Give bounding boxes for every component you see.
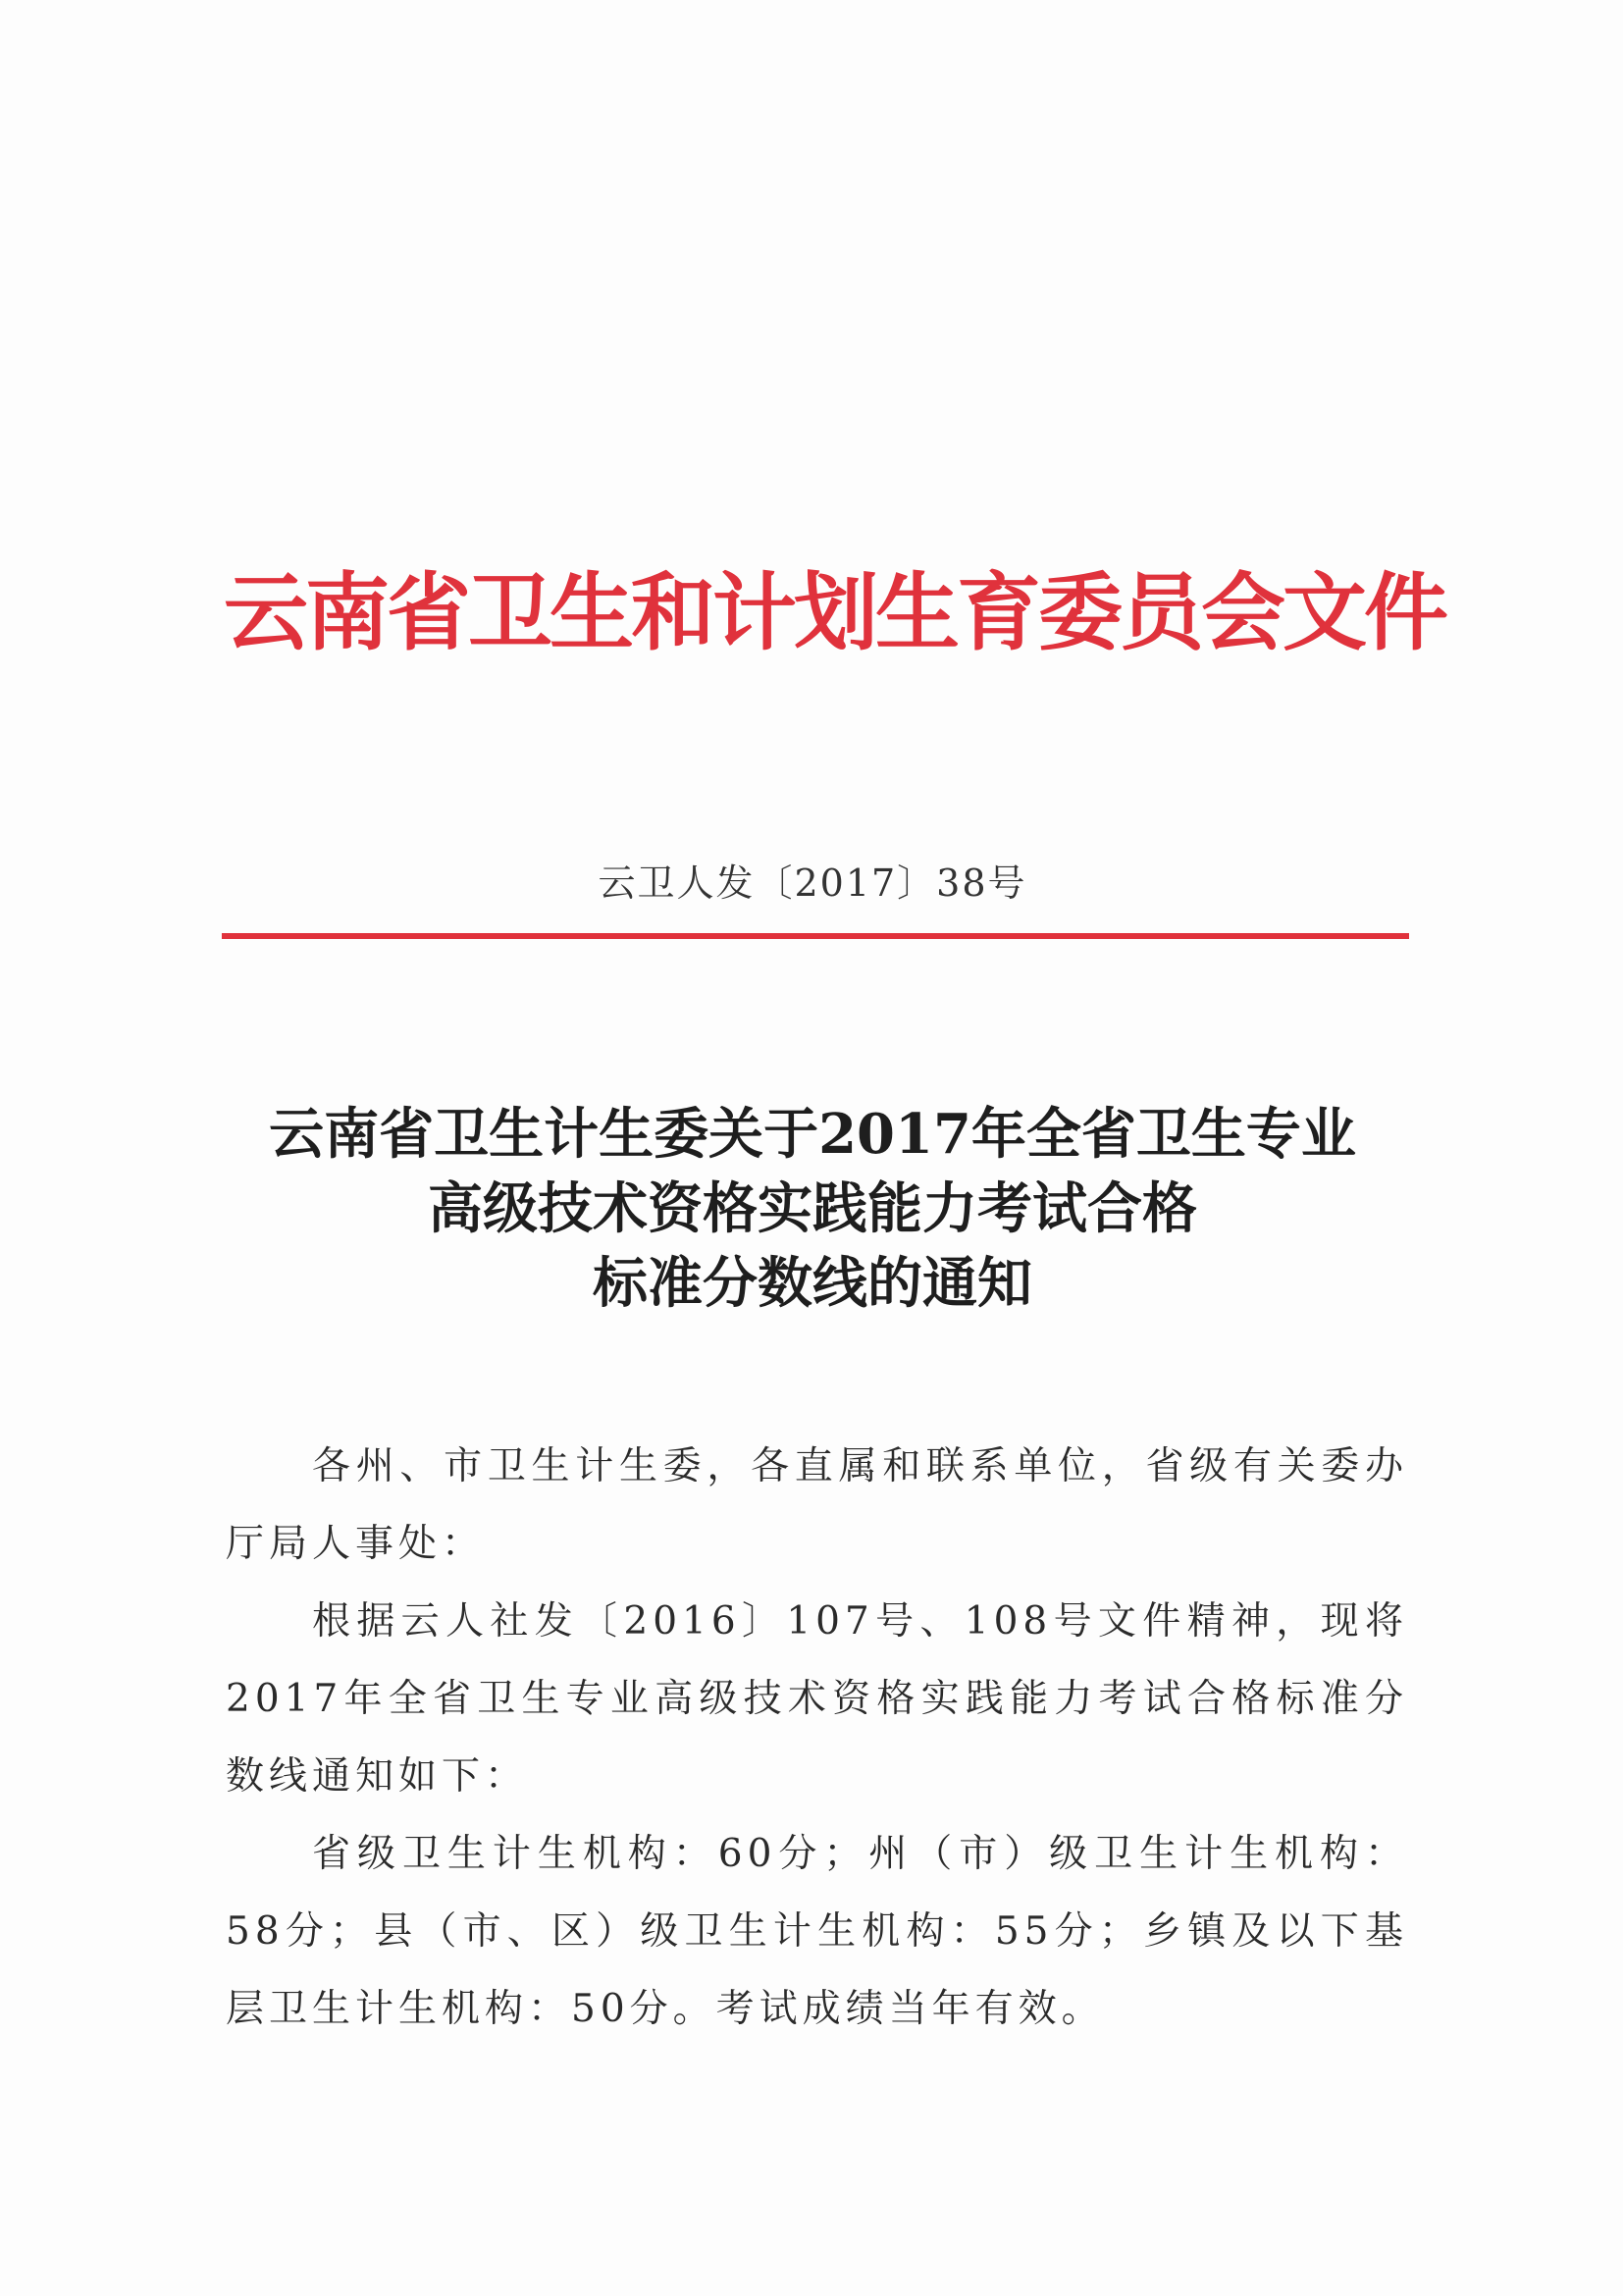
notice-title-line-1: 云南省卫生计生委关于2017年全省卫生专业 (269, 1102, 1356, 1167)
red-divider-line (222, 933, 1409, 939)
body-paragraph-2: 省级卫生计生机构：60分；州（市）级卫生计生机构：58分；县（市、区）级卫生计生机构：55分；乡镇及以下基层卫生计生机构：50分。考试成绩当年有效。 (226, 1832, 1408, 2031)
masthead-title: 云南省卫生和计划生育委员会文件 (224, 564, 1445, 662)
document-number: 云卫人发〔2017〕38号 (598, 861, 1027, 905)
notice-body (226, 1428, 1408, 2048)
notice-title (224, 1097, 1401, 1321)
notice-title-line-3: 标准分数线的通知 (593, 1251, 1032, 1316)
body-paragraph-1: 根据云人社发〔2016〕107号、108号文件精神，现将2017年全省卫生专业高级技术资格实践能力考试合格标准分数线通知如下： (226, 1599, 1408, 1799)
notice-title-line-2: 高级技术资格实践能力考试合格 (428, 1176, 1197, 1241)
salutation-paragraph: 各州、市卫生计生委，各直属和联系单位，省级有关委办厅局人事处： (226, 1444, 1408, 1566)
